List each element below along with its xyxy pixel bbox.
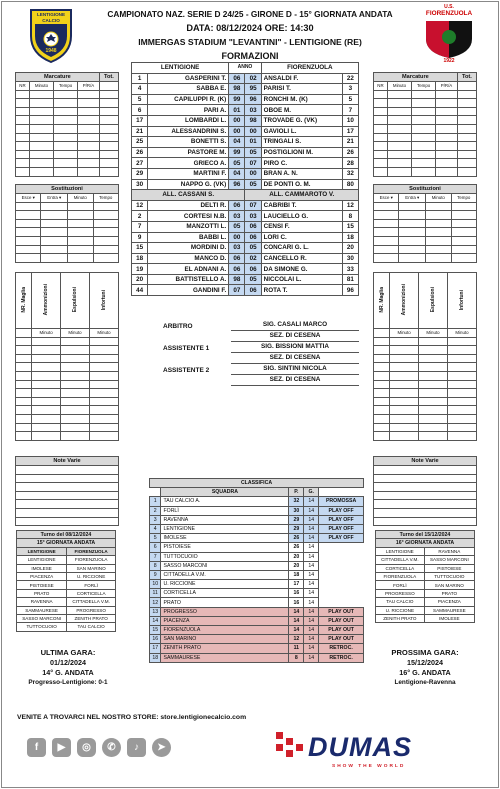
facebook-icon[interactable]: f [27, 738, 46, 757]
official-name: SIG. BISSIONI MATTIA [231, 342, 359, 353]
fixture-row: ZENITH PRATO IMOLESE [376, 614, 475, 622]
fixture-row: RAVENNA CITTADELLA V.M. [17, 598, 116, 606]
sponsor-logo[interactable]: DUMAS SHOW THE WORLD [272, 724, 472, 774]
lineup-table [131, 62, 359, 296]
fixture-row: CITTADELLA V.M. SASSO MARCONI [376, 556, 475, 564]
starters-row: 17 LOMBARDI L. 00 98 TROVADE G. (VK) 10 [132, 115, 359, 126]
coach-away: ALL. CAMMAROTO V. [245, 190, 359, 201]
classifica-row: 3 RAVENNA 29 14 PLAY OFF [150, 515, 364, 524]
classifica-row: 13 PROGRESSO 14 14 PLAY OUT [150, 607, 364, 616]
classifica-row: 7 TUTTOCUOIO 20 14 [150, 552, 364, 561]
away-team-header: FIORENZUOLA [261, 63, 358, 74]
coach-home: ALL. CASSANI S. [132, 190, 245, 201]
fixture-row: IMOLESE SAN MARINO [17, 564, 116, 572]
fixture-row: PRATO CORTICELLA [17, 589, 116, 597]
classifica-row: 8 SASSO MARCONI 20 14 [150, 561, 364, 570]
disciplinary-away: NR. Maglia Ammonizioni Espulsioni Infortuni Minuto Minuto Minuto [373, 272, 477, 441]
classifica-row: 16 SAN MARINO 12 14 PLAY OUT [150, 635, 364, 644]
lentigione-logo: LENTIGIONE CALCIO 1948 [28, 6, 74, 64]
starters-row: 25 BONETTI S. 04 01 TRINGALI S. 21 [132, 137, 359, 148]
marcature-home: Marcature Tot. NR Minuto Tempo P/R/A [15, 72, 119, 177]
classifica-row: 17 ZENITH PRATO 11 14 RETROC. [150, 644, 364, 653]
fixture-row: LENTIGIONE RAVENNA [376, 547, 475, 555]
next-game: PROSSIMA GARA: 15/12/2024 16° G. ANDATA Lentigione-Ravenna [391, 648, 459, 686]
formazioni-title: FORMAZIONI [221, 51, 279, 61]
official-name: SIG. SINTINI NICOLA [231, 364, 359, 375]
tiktok-icon[interactable]: ♪ [127, 738, 146, 757]
instagram-icon[interactable]: ◎ [77, 738, 96, 757]
subs-row: 12 DELTI R. 06 07 CABRIBI T. 12 [132, 200, 359, 211]
match-datetime: DATA: 08/12/2024 ORE: 14:30 [186, 23, 314, 33]
classifica-row: 18 SAMMAURESE 8 14 RETROC. [150, 653, 364, 662]
classifica-row: 9 CITTADELLA V.M. 18 14 [150, 570, 364, 579]
sostituzioni-away: Sostituzioni Esce ▾ Entra ▾ Minuto Tempo [373, 184, 477, 263]
classifica-row: 4 LENTIGIONE 29 14 PLAY OFF [150, 524, 364, 533]
official-sez: SEZ. DI CESENA [231, 331, 359, 342]
official-role: ASSISTENTE 2 [163, 367, 210, 374]
official-role: ASSISTENTE 1 [163, 345, 210, 352]
fixture-row: PIACENZA U. RICCIONE [17, 572, 116, 580]
fixture-row: CORTICELLA PISTOIESE [376, 564, 475, 572]
classifica-row: 15 FIORENZUOLA 14 14 PLAY OUT [150, 626, 364, 635]
official-name: SIG. CASALI MARCO [231, 320, 359, 331]
classifica-title: CLASSIFICA [150, 479, 364, 488]
classifica-row: 5 IMOLESE 26 14 PLAY OFF [150, 534, 364, 543]
fixture-row: FORLÌ SAN MARINO [376, 581, 475, 589]
subs-row: 9 BABBI L. 00 06 LORI C. 18 [132, 232, 359, 243]
classifica-row: 14 PIACENZA 14 14 PLAY OUT [150, 616, 364, 625]
telegram-icon[interactable]: ➤ [152, 738, 171, 757]
sostituzioni-home: Sostituzioni Esce ▾ Entra ▾ Minuto Tempo [15, 184, 119, 263]
fixture-row: TUTTOCUOIO TAU CALCIO [17, 623, 116, 631]
classifica-row: 6 PISTOIESE 26 14 [150, 543, 364, 552]
fixture-row: FIORENZUOLA TUTTOCUOIO [376, 572, 475, 580]
starters-row: 30 NAPPO G. (VK) 96 05 DE PONTI O. M. 80 [132, 179, 359, 190]
classifica-row: 10 U. RICCIONE 17 14 [150, 580, 364, 589]
classifica-row: 11 CORTICELLA 16 14 [150, 589, 364, 598]
youtube-icon[interactable]: ▶ [52, 738, 71, 757]
starters-row: 29 MARTINI F. 04 00 BRAN A. N. 32 [132, 168, 359, 179]
store-text: VENITE A TROVARCI NEL NOSTRO STORE: store.lentigionecalcio.com [17, 714, 247, 721]
official-sez: SEZ. DI CESENA [231, 375, 359, 386]
starters-row: 5 CAPILUPPI R. (K) 99 96 RONCHI M. (K) 5 [132, 94, 359, 105]
subs-row: 7 MANZOTTI L. 05 06 CENSI F. 15 [132, 221, 359, 232]
fixture-row: PROGRESSO PRATO [376, 589, 475, 597]
anno-header: ANNO [229, 63, 261, 74]
starters-row: 26 PASTORE M. 99 05 POSTIGLIONI M. 26 [132, 147, 359, 158]
championship-title: CAMPIONATO NAZ. SERIE D 24/25 - GIRONE D - 15° GIORNATA ANDATA [107, 9, 393, 19]
disciplinary-home: NR. Maglia Ammonizioni Espulsioni Infortuni Minuto Minuto Minuto [15, 272, 119, 441]
classifica-row: 2 FORLÌ 30 14 PLAY OFF [150, 506, 364, 515]
subs-row: 44 GANDINI F. 07 06 ROTA T. 96 [132, 285, 359, 296]
starters-row: 21 ALESSANDRINI S. 00 00 GAVIOLI L. 17 [132, 126, 359, 137]
subs-row: 15 MORDINI D. 03 05 CONCARI G. L. 20 [132, 243, 359, 254]
marcature-away: Marcature Tot. NR Minuto Tempo P/R/A [373, 72, 477, 177]
official-role: ARBITRO [163, 323, 193, 330]
starters-row: 4 SABBA E. 98 95 PARISI T. 3 [132, 84, 359, 95]
note-home: Note Varie [15, 456, 119, 526]
fixture-row: TAU CALCIO PIACENZA [376, 598, 475, 606]
classifica-row: 12 PRATO 16 14 [150, 598, 364, 607]
starters-row: 27 GRIECO A. 05 07 PIRO C. 28 [132, 158, 359, 169]
fixture-row: LENTIGIONE FIORENZUOLA [17, 556, 116, 564]
turno-current: Turno del 08/12/2024 15° GIORNATA ANDATA LENTIGIONE FIORENZUOLA LENTIGIONE FIORENZUOLA IMOLESE SAN MARINO PIACENZA U. RICCIONE PISTOIESE FORLÌ PRATO CORTICELLA RAVENNA CITTADELLA V.M. SAMMAURESE PROGRESSO SASSO MARCONI ZENITH PRATO TUTTOCUOIO TAU CALCIO [16, 530, 116, 632]
last-game: ULTIMA GARA: 01/12/2024 14° G. ANDATA Progresso-Lentigione: 0-1 [28, 648, 108, 686]
whatsapp-icon[interactable]: ✆ [102, 738, 121, 757]
classifica-row: 1 TAU CALCIO A. 32 14 PROMOSSA [150, 497, 364, 506]
turno-next: Turno del 15/12/2024 16° GIORNATA ANDATA LENTIGIONE RAVENNA CITTADELLA V.M. SASSO MARCONI CORTICELLA PISTOIESE FIORENZUOLA TUTTOCUOIO FORLÌ SAN MARINO PROGRESSO PRATO TAU CALCIO PIACENZA U. RICCIONE SAMMAURESE ZENITH PRATO IMOLESE [375, 530, 475, 623]
classifica-table: CLASSIFICA SQUADRA P. G. 1 TAU CALCIO A. 32 14 PROMOSSA 2 FORLÌ 30 14 PLAY OFF 3 RAVENNA 29 14 PLAY OFF 4 LENTIGIONE 29 14 PLAY OFF 5 IMOLESE 26 14 PLAY OFF 6 PISTOIESE 26 14 7 TUTTOCUOIO 20 14 8 SASSO MARCONI 20 14 9 CITTADELLA V.M. 18 14 10 U. RICCIONE 17 14 11 CORTICELLA 16 14 12 PRATO 16 14 13 PROGRESSO 14 14 PLAY OUT 14 PIACENZA 14 14 PLAY OUT 15 FIORENZUOLA 14 14 PLAY OUT 16 SAN MARINO 12 14 PLAY OUT 17 ZENITH PRATO 11 14 RETROC. 18 SAMMAURESE 8 14 RETROC. [149, 478, 364, 663]
subs-row: 19 EL ADNANI A. 06 06 DA SIMONE G. 33 [132, 264, 359, 275]
note-away: Note Varie [373, 456, 477, 526]
subs-row: 18 MANCO D. 06 02 CANCELLO R. 30 [132, 253, 359, 264]
subs-row: 20 BATTISTELLO A. 98 05 NICCOLAI L. 81 [132, 274, 359, 285]
fixture-row: SASSO MARCONI ZENITH PRATO [17, 614, 116, 622]
starters-row: 1 GASPERINI T. 06 02 ANSALDI F. 22 [132, 73, 359, 84]
fixture-row: PISTOIESE FORLÌ [17, 581, 116, 589]
starters-row: 6 PARI A. 01 03 OBOE M. 7 [132, 105, 359, 116]
fixture-row: U. RICCIONE SAMMAURESE [376, 606, 475, 614]
official-sez: SEZ. DI CESENA [231, 353, 359, 364]
fixture-row: SAMMAURESE PROGRESSO [17, 606, 116, 614]
subs-row: 2 CORTESI N.B. 03 03 LAUCIELLO G. 8 [132, 211, 359, 222]
home-team-header: LENTIGIONE [132, 63, 229, 74]
stadium: IMMERGAS STADIUM "LEVANTINI" - LENTIGIONE (RE) [138, 37, 362, 47]
fiorenzuola-logo: U.S. FIORENZUOLA 1922 [425, 4, 473, 64]
